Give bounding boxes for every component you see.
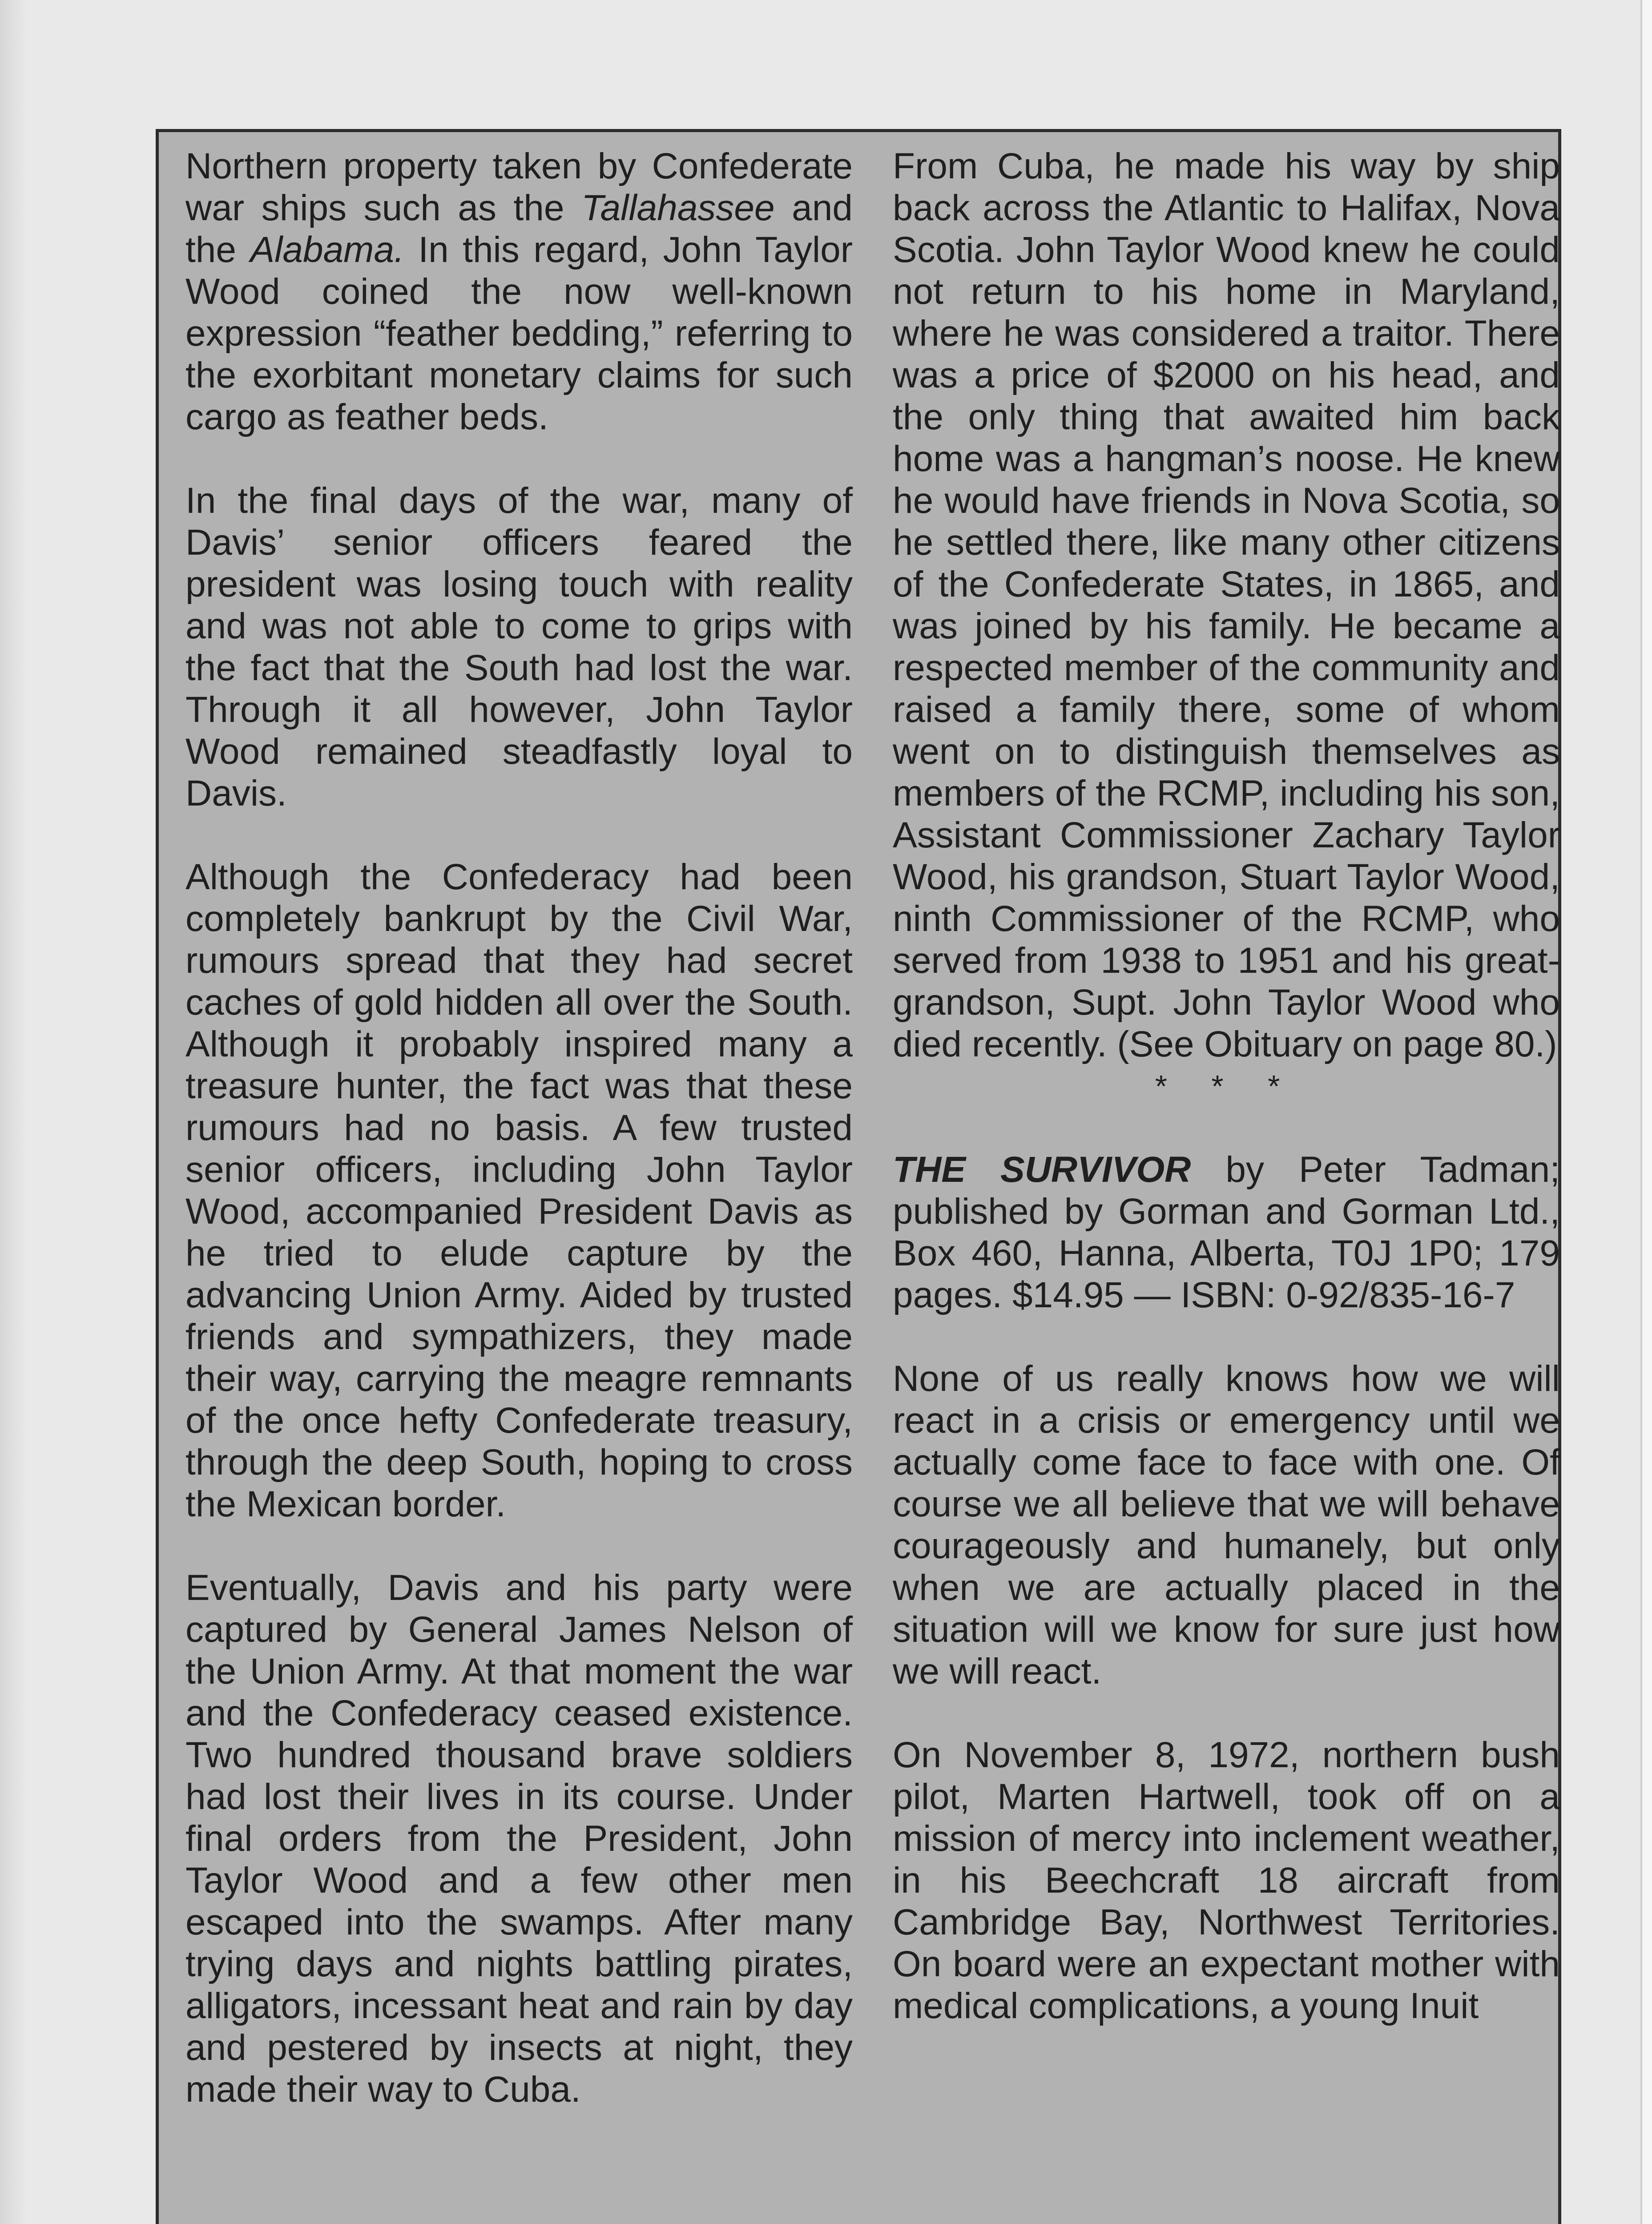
ship-name: Tallahassee [581,188,775,228]
page-edge-shadow [0,0,27,2224]
page-right-edge [1640,0,1652,2224]
paragraph: On November 8, 1972, northern bush pilot, Marten Hartwell, took off on a mission of mercy into inclement weather, in his Beechcraft 18 aircraft from Cambridge Bay, Northwest Territories. On board were an expectant mother with medical complications, a young Inuit [893,1735,1560,2026]
paragraph: None of us really knows how we will react in a crisis or emergency until we actually come face to face with one. Of course we all believe that we will behave courageously and humanely, but only when we are actually placed in the situation will we know for sure just how we will react. [893,1358,1560,1692]
paragraph [185,145,853,438]
article-box [156,129,1561,2224]
book-review-citation [893,1149,1560,1316]
book-title: THE SURVIVOR [893,1149,1191,1190]
paragraph: Although the Confederacy had been completely bankrupt by the Civil War, rumours spread that they had secret caches of gold hidden all over the South. Although it probably inspired many a treasure hunter, the fact was that these rumours had no basis. A few trusted senior officers, including John Taylor Wood, accompanied President Davis as he tried to elude capture by the advancing Union Army. Aided by trusted friends and sympathizers, they made their way, carrying the meagre remnants of the once hefty Confederate treasury, through the deep South, hoping to cross the Mexican border. [185,857,853,1524]
citation-text: by Peter Tadman; published by Gorman and Gorman Ltd., Box 460, Hanna, Alberta, T0J 1P0; 179 pages. $14.95 — ISBN: 0-92/835-16-7 [893,1149,1560,1315]
paragraph: From Cuba, he made his way by ship back across the Atlantic to Halifax, Nova Scotia. John Taylor Wood knew he could not return to his home in Maryland, where he was considered a traitor. There was a price of $2000 on his head, and the only thing that awaited him back home was a hangman’s noose. He knew he would have friends in Nova Scotia, so he settled there, like many other citizens of the Confederate States, in 1865, and was joined by his family. He became a respected member of the community and raised a family there, some of whom went on to distinguish themselves as members of the RCMP, including his son, Assistant Commissioner Zachary Taylor Wood, his grandson, Stuart Taylor Wood, ninth Commissioner of the RCMP, who served from 1938 to 1951 and his great-grandson, Supt. John Taylor Wood who died recently. (See Obituary on page 80.) [893,146,1560,1064]
ship-name: Alabama. [250,230,404,270]
section-separator: * * * [1155,1069,1298,1104]
paragraph-text: Northern property taken by Confederate war ships such as the [185,146,853,228]
paragraph-text: In this regard, John Taylor Wood coined the now well-known expression “feather bedding,” referring to the exorbitant monetary claims for such cargo as feather beds. [185,230,853,437]
paragraph-text: and the [185,188,853,270]
paragraph: In the final days of the war, many of Davis’ senior officers feared the president was losing touch with reality and was not able to come to grips with the fact that the South had lost the war. Through it all however, John Taylor Wood remained steadfastly loyal to Davis. [185,480,853,814]
paragraph: Eventually, Davis and his party were captured by General James Nelson of the Union Army. At that moment the war and the Confederacy ceased existence. Two hundred thousand brave soldiers had lost their lives in its course. Under final orders from the President, John Taylor Wood and a few other men escaped into the swamps. After many trying days and nights battling pirates, alligators, incessant heat and rain by day and pestered by insects at night, they made their way to Cuba. [185,1567,853,2110]
left-column [185,145,853,2111]
right-column [893,145,1560,2027]
